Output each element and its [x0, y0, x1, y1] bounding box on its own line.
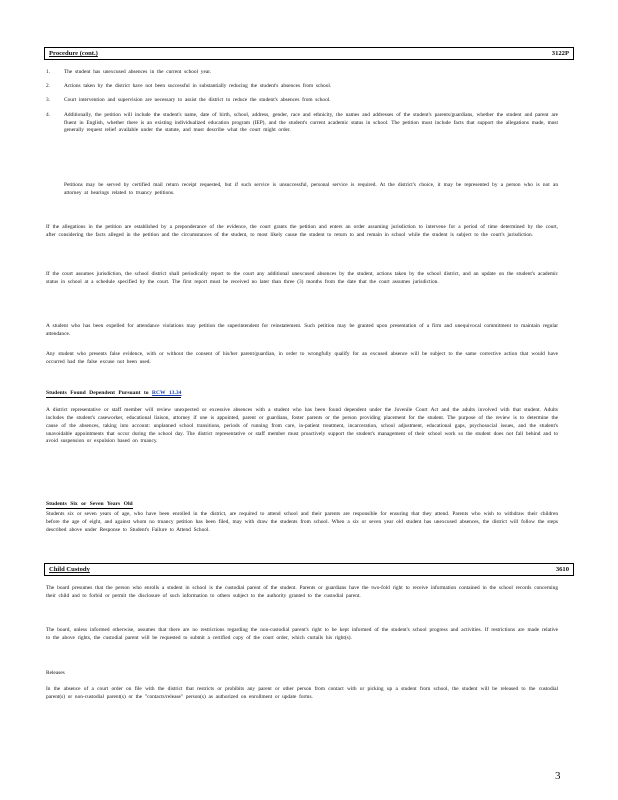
page-number: 3 [555, 770, 561, 782]
policy-number: 3122P [551, 50, 569, 57]
jurisdiction-paragraph: If the court assumes jurisdiction, the school district shall periodically report to the court any additional unexcused absences by the student, actions taken by the school district, and an update on the student's academic status in school at a schedule specified by the court. The first report must be received no later than three (3) months from the date that the court assumes jurisdiction. [46, 271, 558, 285]
list-item: 2. Actions taken by the district have not been successful in substantially reducing the student's absences from school. [46, 83, 332, 90]
expelled-paragraph: A student who has been expelled for attendance violations may petition the superintendent for reinstatement. Such petition may be granted upon presentation of a firm and unequivocal commitment to maintain regular attendance. [46, 323, 558, 337]
subheading-six-seven: Students Six or Seven Years Old [46, 501, 133, 507]
releases-heading: Releases [46, 670, 65, 676]
list-item: 1. The student has unexcused absences in the current school year. [46, 69, 212, 75]
allegations-paragraph: If the allegations in the petition are established by a preponderance of the evidence, the court grants the petition and enters an order assuming jurisdiction to intervene for a period of time determined by the court, after considering the facts alleged in the petition and the circumstances of the student, to most likely cause the student to return to and remain in school while the student is subject to the court's jurisdiction. [46, 224, 558, 238]
board-paragraph: The board, unless informed otherwise, assumes that there are no restrictions regarding the non-custodial parent's right to be kept informed of the student's school progress and activities. If restrictions are made relative to the above rights, the custodial parent will be requested to submit a certified copy of the court order, which curtails his right(s). [46, 627, 558, 641]
six-seven-paragraph: Students six or seven years of age, who have been enrolled in the district, are required to attend school and their parents are responsible for ensuring that they attend. Parents who wish to withdraw their children before the age of eight, and against whom no truancy petition has been filed, may with draw the students from school. When a six or seven year old student has unexcused absences, the district will follow the steps described above under Response to Student's Failure to Attend School. [46, 511, 558, 533]
criteria-list [46, 69, 558, 142]
releases-paragraph: In the absence of a court order on file with the district that restricts or prohibits any parent or other person from contact with or picking up a student from school, the student will be released to the custodial parent(s) or non-custodial parent(s) or the "contacts/release" person(s) as authorized on enrollment or update forms. [46, 686, 558, 700]
section-header-child-custody [44, 563, 574, 576]
rcw-link[interactable]: RCW 13.34 [151, 390, 182, 396]
subheading-dependent: Students Found Dependent Pursuant to RCW 13.34 [46, 390, 182, 396]
section-title: Child Custody [49, 566, 90, 573]
section-header-procedure [44, 47, 574, 60]
policy-number: 3610 [555, 566, 569, 573]
list-item: 3. Court intervention and supervision are necessary to assist the district to reduce the student's absences from school. [46, 97, 331, 104]
list-item: 4. Additionally, the petition will include the student's name, date of birth, school, address, gender, race and ethnicity, the names and addresses of the student's parents/guardians, whether the student and parent are fluent in English, whether there is an existing individualized education program (IEP), and the student's current academic status in school. The petition must include facts that support the allegations made, must generally request relief available under the statute, and must describe what the court might order. [46, 111, 558, 134]
section-title: Procedure (cont.) [49, 50, 98, 57]
dependent-paragraph: A district representative or staff member will review unexpected or excessive absences with a student who has been found dependent under the Juvenile Court Act and the adults involved with that student. Adults includes the student's caseworker, educational liaison, attorney if one is appointed, parent or guardians, foster parents or the person providing placement for the student. The purpose of the review is to determine the cause of the absences, taking into account: unplanned school transitions, periods of running from care, in-patient treatment, incarceration, school adjustment, educational gaps, psychosocial issues, and the student's unavoidable appointments that occur during the school day. The district representative or staff member must proactively support the student's management of their school work so the student does not fall behind and to avoid suspension or expulsion based on truancy. [46, 407, 558, 445]
petitions-paragraph: Petitions may be served by certified mail return receipt requested, but if such service is unsuccessful, personal service is required. At the district's choice, it may be represented by a person who is not an attorney at hearings related to truancy petitions. [64, 182, 558, 196]
false-evidence-paragraph: Any student who presents false evidence, with or without the consent of his/her parent/guardian, in order to wrongfully qualify for an excused absence will be subject to the same corrective action that would have occurred had the false excuse not been used. [46, 351, 558, 365]
custody-paragraph: The board presumes that the person who enrolls a student in school is the custodial parent of the student. Parents or guardians have the two-fold right to receive information contained in the school records concerning their child and to forbid or permit the disclosure of such information to others subject to the authority granted to the custodial parent. [46, 585, 558, 599]
